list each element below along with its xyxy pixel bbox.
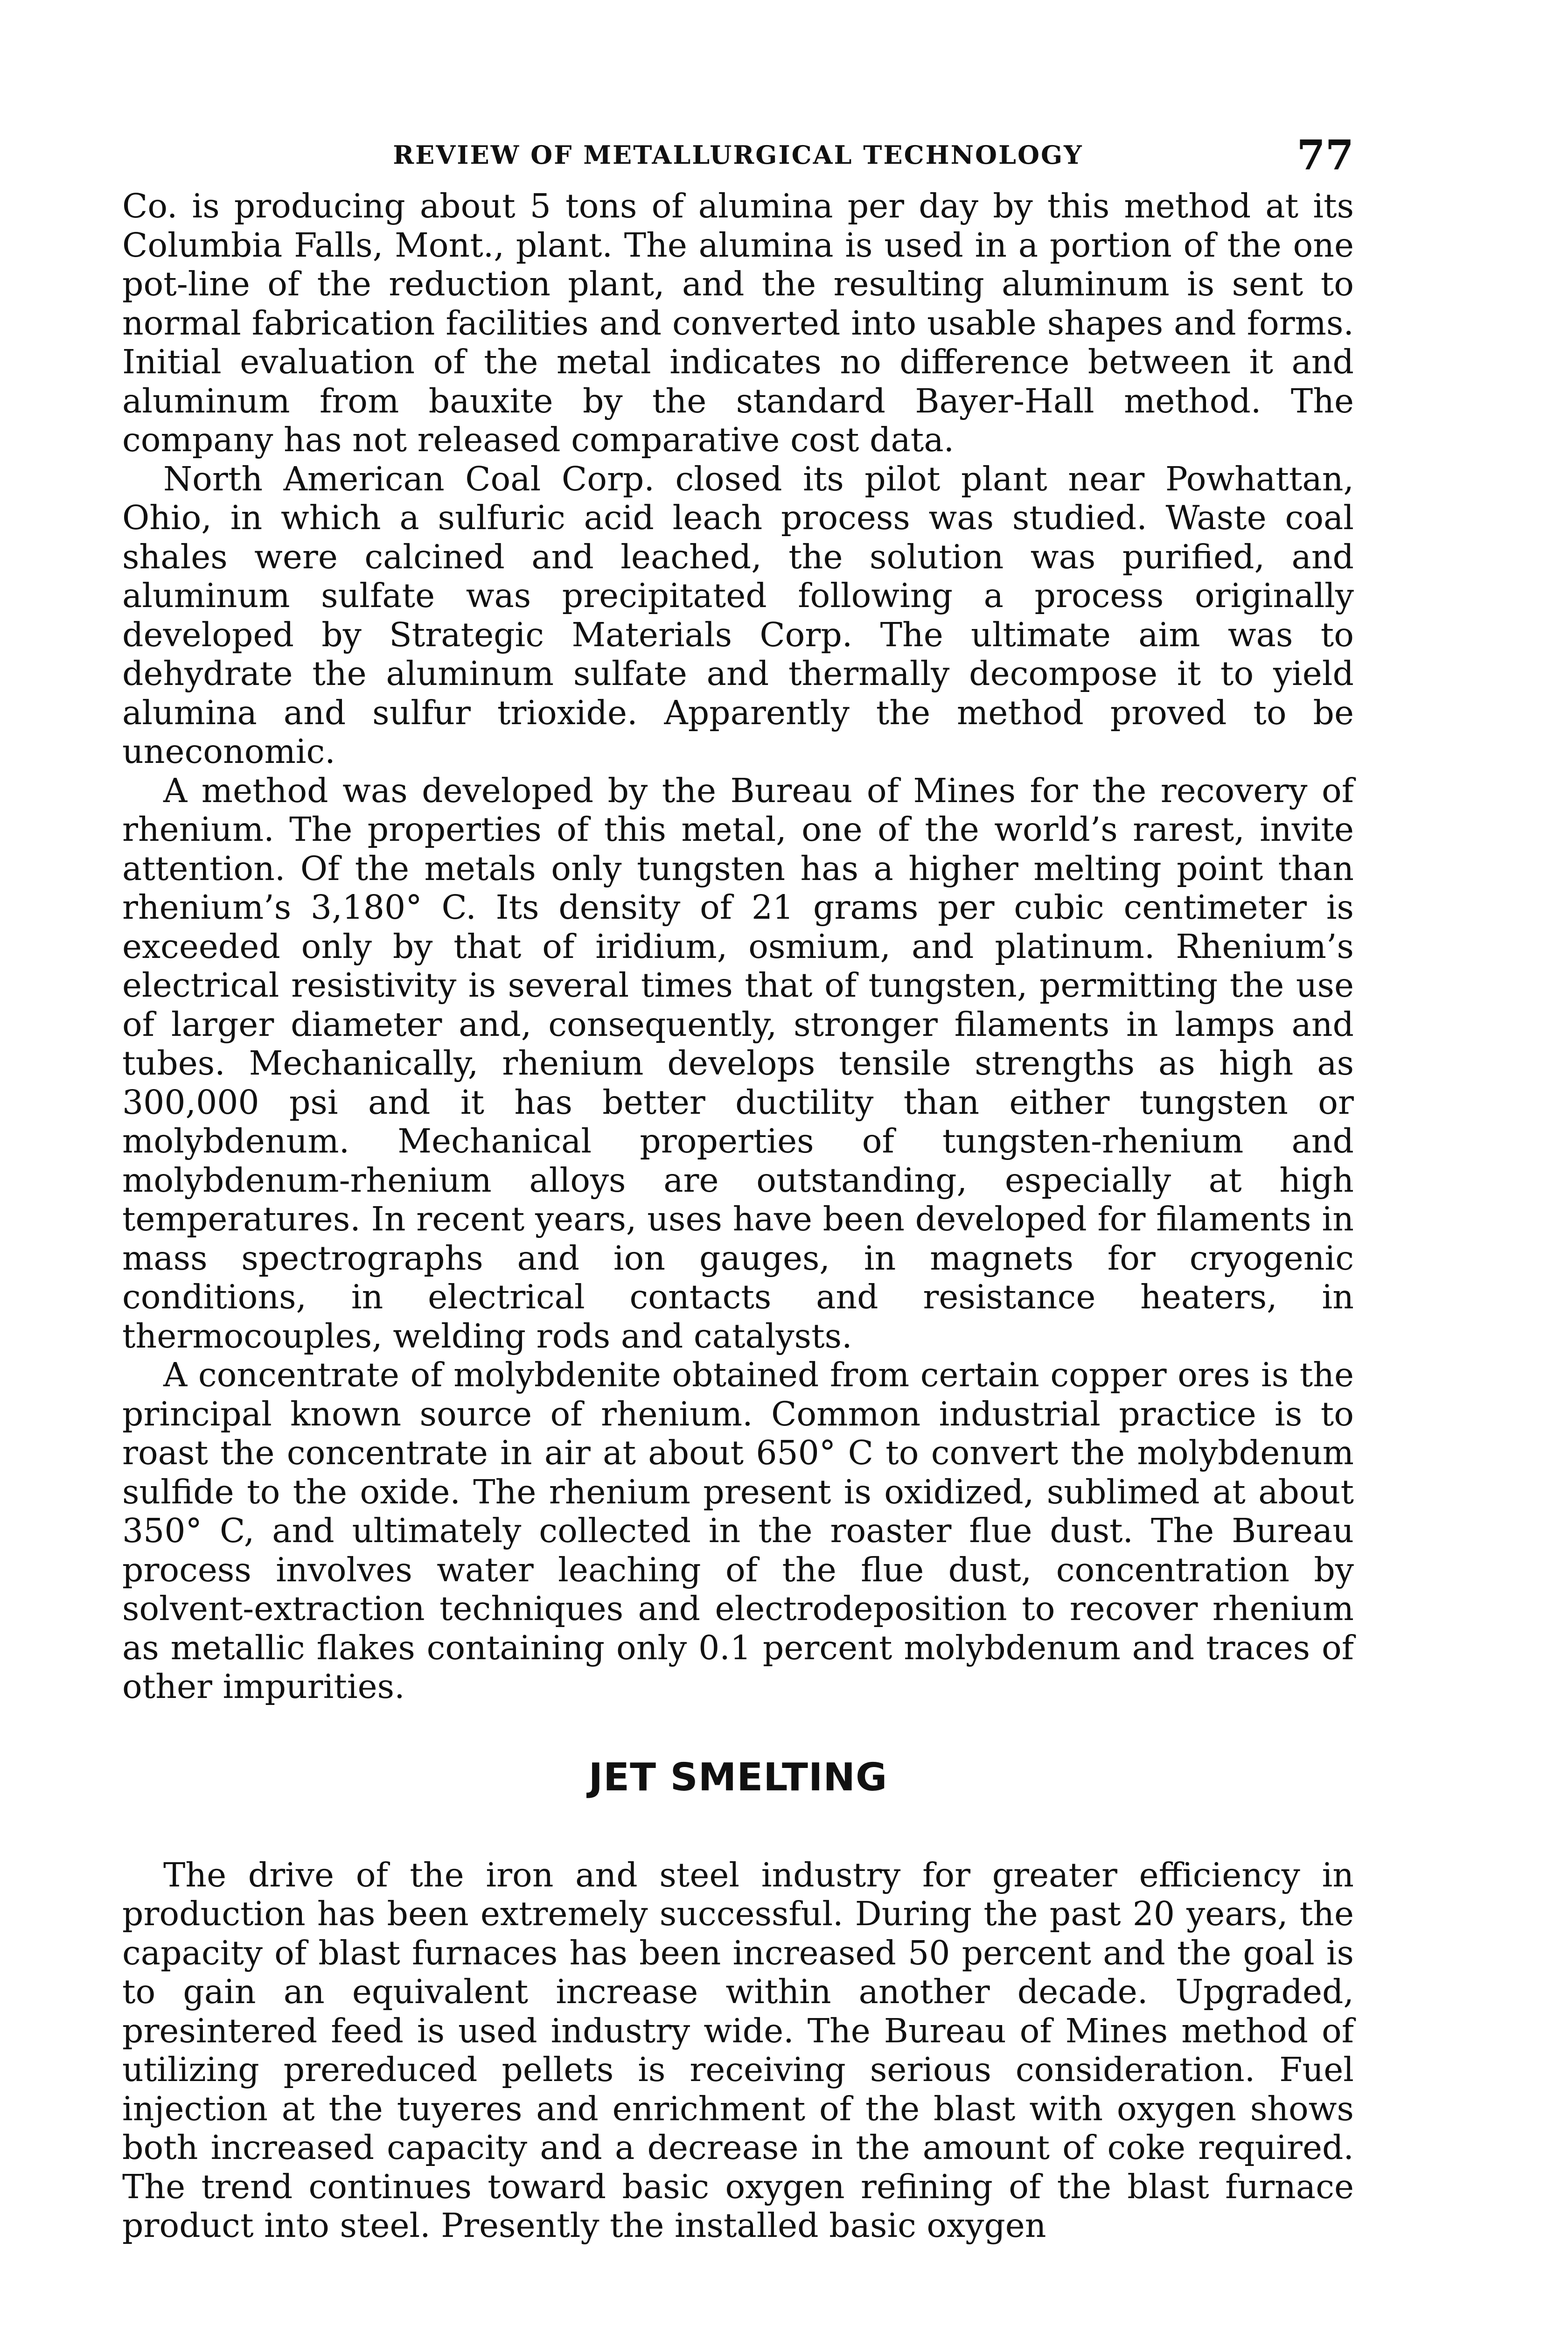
paragraph-rhenium-properties: A method was developed by the Bureau of Mines for the recovery of rhenium. The properties of this metal, one of the world’s rarest, invite attention. Of the metals only tungsten has a higher melting point than rhenium’s 3,180° C. Its density of 21 grams per cubic centimeter is exceeded only by that of iridium, osmium, and platinum. Rhenium’s electrical resistivity is several times that of tungsten, permitting the use of larger diameter and, consequently, stronger filaments in lamps and tubes. Mechanically, rhenium develops tensile strengths as high as 300,000 psi and it has better ductility than either tungsten or molybdenum. Mechanical properties of tungsten-rhenium and molybdenum-rhenium alloys are outstanding, especially at high temperatures. In recent years, uses have been developed for filaments in mass spectrographs and ion gauges, in magnets for cryogenic conditions, in electrical contacts and resistance heaters, in thermocouples, welding rods and catalysts. <box>122 771 1354 1355</box>
section-heading: JET SMELTING <box>588 1755 888 1800</box>
running-title: REVIEW OF METALLURGICAL TECHNOLOGY <box>393 140 1083 170</box>
paragraph-rhenium-recovery: A concentrate of molybdenite obtained from certain copper ores is the principal known source of rhenium. Common industrial practice is to roast the concentrate in air at about 650° C to convert the molybdenum sulfide to the oxide. The rhenium present is oxidized, sublimed at about 350° C, and ultimately collected in the roaster flue dust. The Bureau process involves water leaching of the flue dust, concentration by solvent-extraction techniques and electrodeposition to recover rhenium as metallic flakes containing only 0.1 percent molybdenum and traces of other impurities. <box>122 1355 1354 1706</box>
running-header <box>122 131 1354 187</box>
paragraph-continuation: Co. is producing about 5 tons of alumina per day by this method at its Columbia Falls, Mont., plant. The alumina is used in a portion of the one pot-line of the reduction plant, and the resulting aluminum is sent to normal fabrication facilities and converted into usable shapes and forms. Initial evaluation of the metal indicates no difference between it and aluminum from bauxite by the standard Bayer-Hall method. The company has not released comparative cost data. <box>122 187 1354 459</box>
page-number: 77 <box>1296 131 1354 179</box>
document-page <box>122 131 1354 2245</box>
paragraph-coal-corp: North American Coal Corp. closed its pilot plant near Powhattan, Ohio, in which a sulfuric acid leach process was studied. Waste coal shales were calcined and leached, the solution was purified, and aluminum sulfate was precipitated following a process originally developed by Strategic Materials Corp. The ultimate aim was to dehydrate the aluminum sulfate and thermally decompose it to yield alumina and sulfur trioxide. Apparently the method proved to be uneconomic. <box>122 459 1354 771</box>
paragraph-jet-smelting: The drive of the iron and steel industry for greater efficiency in production has been extremely successful. During the past 20 years, the capacity of blast furnaces has been increased 50 percent and the goal is to gain an equivalent increase within another decade. Upgraded, presintered feed is used industry wide. The Bureau of Mines method of utilizing prereduced pellets is receiving serious consideration. Fuel injection at the tuyeres and enrichment of the blast with oxygen shows both increased capacity and a decrease in the amount of coke required. The trend continues toward basic oxygen refining of the blast furnace product into steel. Presently the installed basic oxygen <box>122 1855 1354 2245</box>
